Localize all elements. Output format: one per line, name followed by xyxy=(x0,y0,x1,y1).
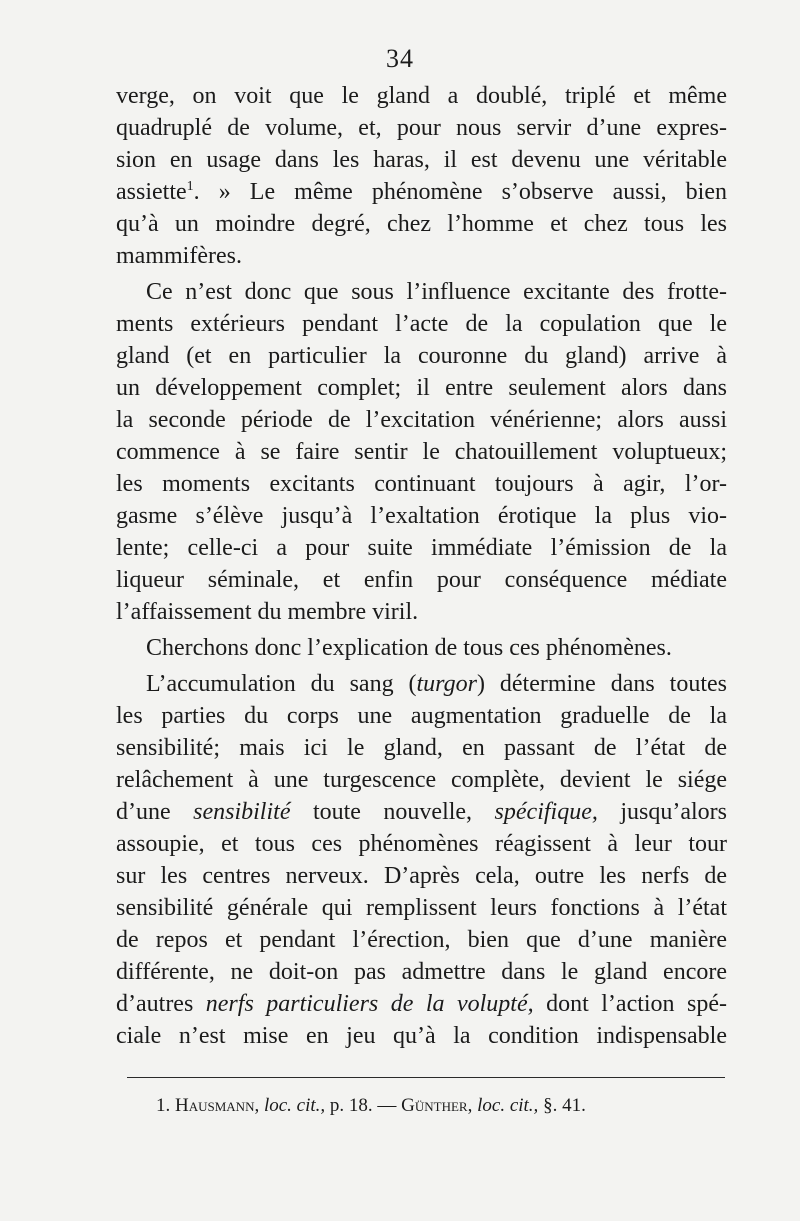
body-text xyxy=(116,80,727,1052)
footnote-page: p. 18. xyxy=(329,1095,373,1116)
text-line: de repos et pendant l’érection, bien que d’une manière xyxy=(116,927,727,953)
text-line: un développement complet; il entre seulement alors dans xyxy=(116,375,727,401)
italic-text: nerfs particuliers de la volupté, xyxy=(205,991,534,1017)
footnote-dash: — xyxy=(377,1095,397,1116)
italic-text: spécifique, xyxy=(494,799,598,825)
text-run: dont l’action spé- xyxy=(533,991,728,1017)
text-line: sensibilité générale qui remplissent leurs fonctions à l’état xyxy=(116,895,727,921)
text-run: ) détermine dans toutes xyxy=(476,671,728,697)
text-line: Ce n’est donc que sous l’influence excitante des frotte- xyxy=(146,279,727,305)
text-line: ments extérieurs pendant l’acte de la copulation que le xyxy=(116,311,727,337)
text-line: la seconde période de l’excitation vénérienne; alors aussi xyxy=(116,407,727,433)
text-line: sion en usage dans les haras, il est devenu une véritable xyxy=(116,147,727,173)
text-line: sensibilité; mais ici le gland, en passant de l’état de xyxy=(116,735,727,761)
text-run: toute nouvelle, xyxy=(290,799,495,825)
text-line: Cherchons donc l’explication de tous ces phénomènes. xyxy=(146,635,672,661)
paragraph-4 xyxy=(116,668,727,1052)
text-run: d’une xyxy=(116,799,194,825)
text-run: . » Le même phénomène s’observe aussi, bien xyxy=(193,179,727,205)
text-run: L’accumulation du sang ( xyxy=(146,671,417,697)
text-line xyxy=(116,668,727,700)
footnote-separator xyxy=(127,1077,725,1078)
text-line: relâchement à une turgescence complète, devient le siége xyxy=(116,767,727,793)
text-line: gland (et en particulier la couronne du gland) arrive à xyxy=(116,343,727,369)
text-line: mammifères. xyxy=(116,243,242,269)
text-line: différente, ne doit-on pas admettre dans le gland encore xyxy=(116,959,727,985)
text-line: qu’à un moindre degré, chez l’homme et chez tous les xyxy=(116,211,727,237)
text-line: les moments excitants continuant toujours à agir, l’or- xyxy=(116,471,727,497)
text-line: liqueur séminale, et enfin pour conséquence médiate xyxy=(116,567,727,593)
text-run: d’autres xyxy=(116,991,206,1017)
text-line xyxy=(116,176,727,208)
text-line: commence à se faire sentir le chatouillement voluptueux; xyxy=(116,439,727,465)
footnote-author: Hausmann xyxy=(175,1095,255,1116)
text-line: quadruplé de volume, et, pour nous servir d’une expres- xyxy=(116,115,727,141)
text-line: verge, on voit que le gland a doublé, triplé et même xyxy=(116,83,727,109)
text-line: l’affaissement du membre viril. xyxy=(116,599,419,625)
footnote-number: 1. xyxy=(156,1095,171,1116)
text-line xyxy=(116,988,727,1020)
text-run: jusqu’alors xyxy=(597,799,727,825)
text-line: sur les centres nerveux. D’après cela, outre les nerfs de xyxy=(116,863,727,889)
footnote: 1. Hausmann, loc. cit., p. 18. — Günther, loc. cit., §. 41. xyxy=(156,1095,586,1116)
footnote-section: §. 41. xyxy=(543,1095,586,1116)
footnote-author: Günther xyxy=(401,1095,468,1116)
footnote-reference: loc. cit., xyxy=(477,1095,539,1116)
text-line: gasme s’élève jusqu’à l’exaltation érotique la plus vio- xyxy=(116,503,727,529)
italic-text: sensibilité xyxy=(193,799,291,825)
text-line: lente; celle-ci a pour suite immédiate l’émission de la xyxy=(116,535,727,561)
text-line: les parties du corps une augmentation graduelle de la xyxy=(116,703,727,729)
paragraph-3 xyxy=(116,632,727,664)
page-number: 34 xyxy=(386,44,414,73)
paragraph-1 xyxy=(116,80,727,272)
italic-text: turgor xyxy=(416,671,477,697)
text-line: assoupie, et tous ces phénomènes réagissent à leur tour xyxy=(116,831,727,857)
text-run: assiette xyxy=(116,179,187,205)
footnote-reference: loc. cit., xyxy=(263,1095,326,1116)
footnote-marker: 1 xyxy=(186,179,194,194)
text-line xyxy=(116,796,727,828)
paragraph-2 xyxy=(116,276,727,628)
text-line: ciale n’est mise en jeu qu’à la condition indispensable xyxy=(116,1023,727,1049)
